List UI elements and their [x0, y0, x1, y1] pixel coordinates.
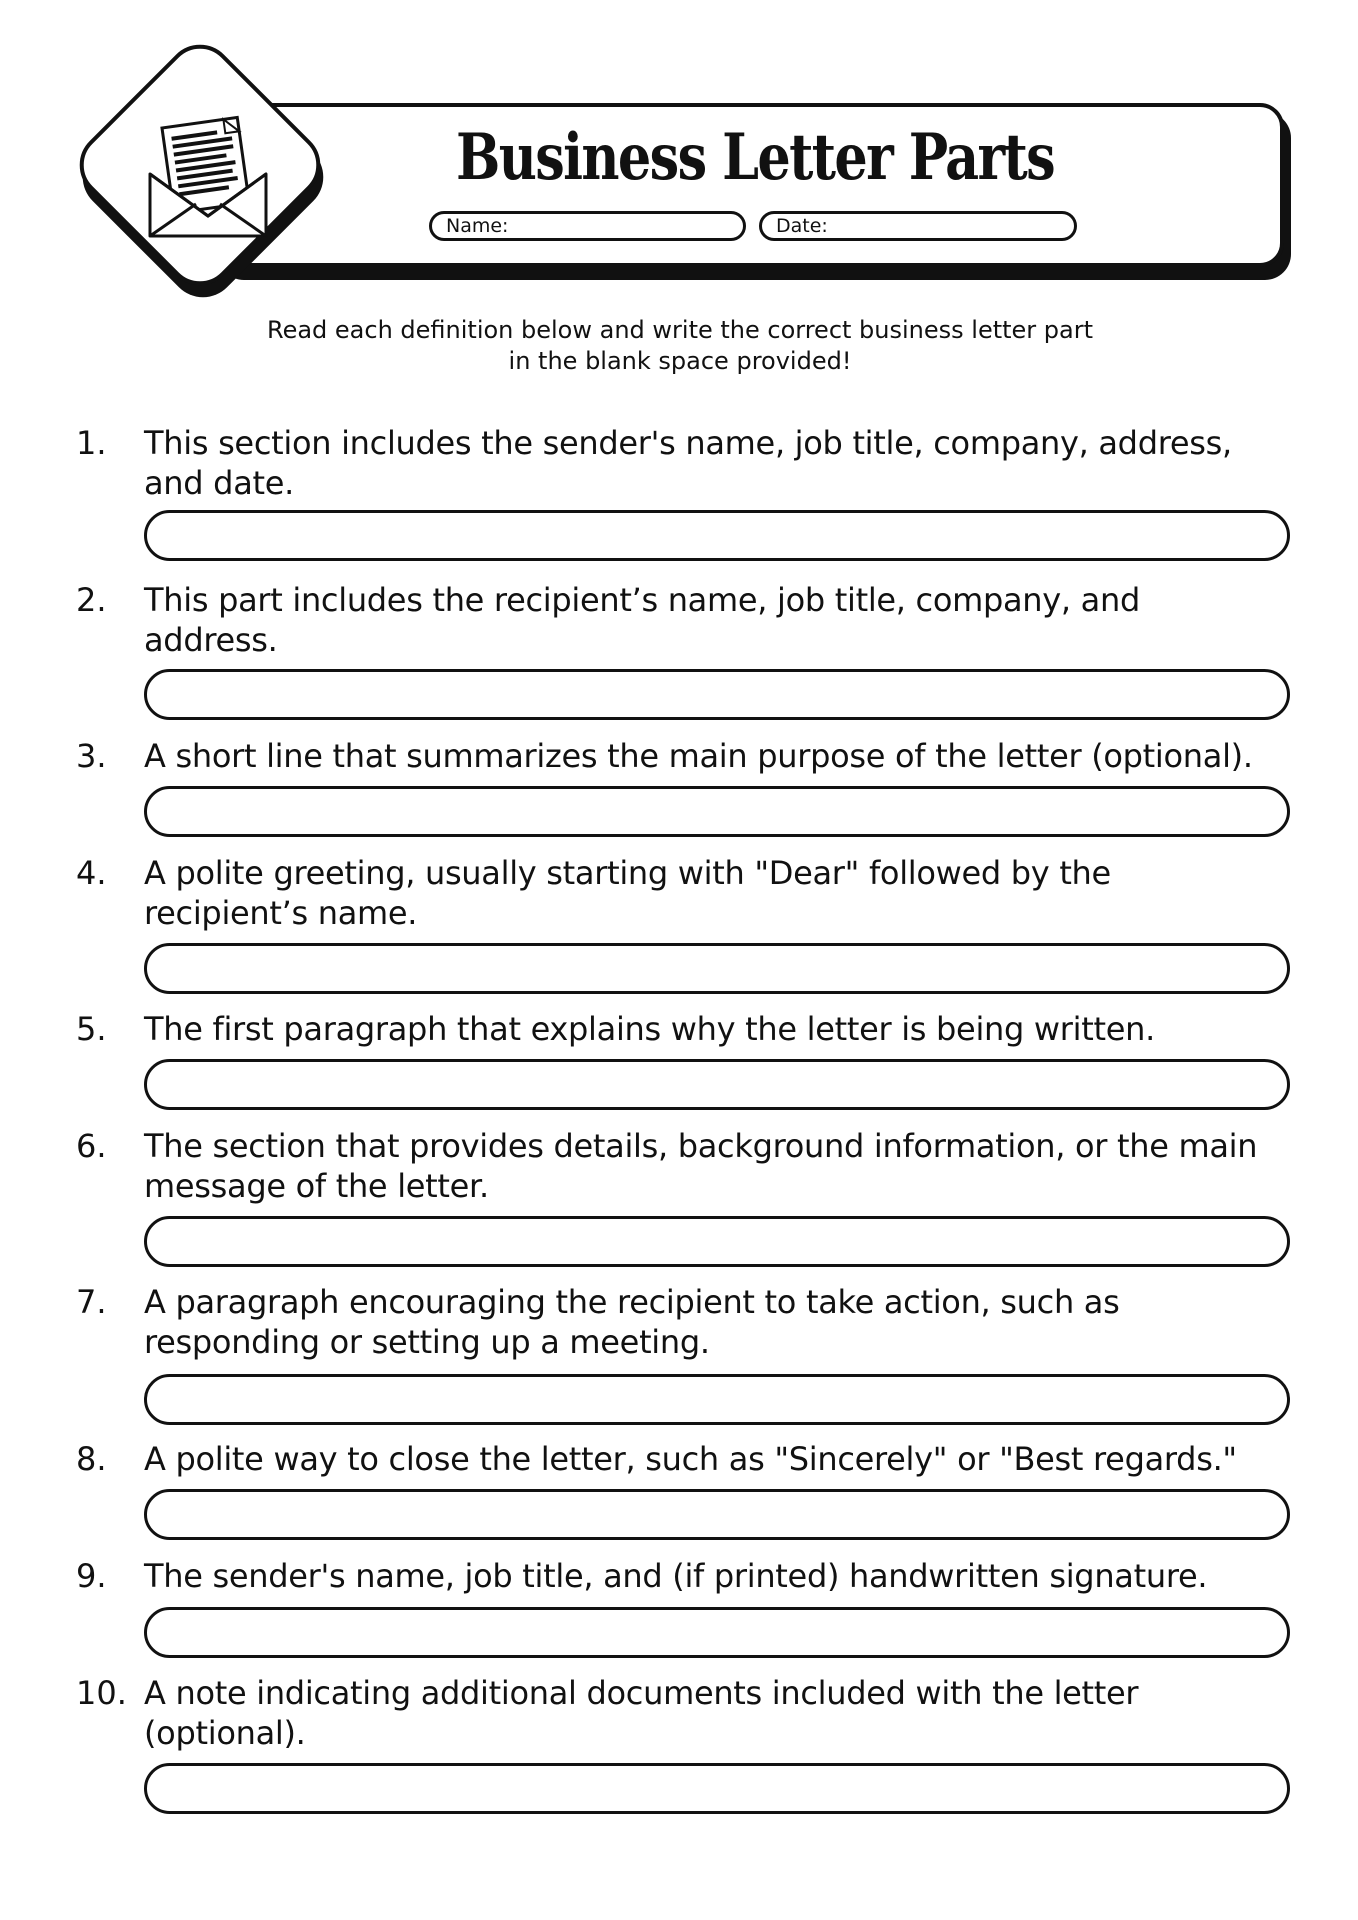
question-text-line-1: This part includes the recipient’s name, job title, company, and: [144, 581, 1140, 619]
question-number: 3.: [76, 737, 107, 775]
question-text: [144, 423, 1294, 503]
question-text: [144, 1556, 1294, 1596]
question-number: 10.: [76, 1674, 127, 1712]
question-text-line-2: message of the letter.: [144, 1167, 489, 1205]
envelope-letter-icon: [138, 108, 278, 248]
question-number: 9.: [76, 1557, 107, 1595]
question-text-line-1: The first paragraph that explains why the letter is being written.: [144, 1010, 1155, 1048]
answer-field-5[interactable]: [144, 1059, 1290, 1110]
question-text-line-2: and date.: [144, 464, 295, 502]
answer-field-7[interactable]: [144, 1374, 1290, 1425]
question-number: 6.: [76, 1127, 107, 1165]
name-field[interactable]: [429, 211, 746, 241]
question-text: [144, 736, 1294, 776]
answer-field-3[interactable]: [144, 786, 1290, 837]
question-text: [144, 1673, 1294, 1753]
answer-field-4[interactable]: [144, 943, 1290, 994]
question-number: 4.: [76, 854, 107, 892]
question-text-line-2: recipient’s name.: [144, 894, 418, 932]
answer-field-10[interactable]: [144, 1763, 1290, 1814]
question-number: 7.: [76, 1283, 107, 1321]
question-text-line-1: A paragraph encouraging the recipient to take action, such as: [144, 1283, 1120, 1321]
question-text-line-1: A polite greeting, usually starting with "Dear" followed by the: [144, 854, 1111, 892]
question-text-line-1: A note indicating additional documents included with the letter: [144, 1674, 1139, 1712]
question-text-line-2: (optional).: [144, 1714, 306, 1752]
question-text: [144, 580, 1294, 660]
instructions: [200, 315, 1160, 377]
answer-field-2[interactable]: [144, 669, 1290, 720]
question-text-line-2: address.: [144, 621, 278, 659]
answer-field-6[interactable]: [144, 1216, 1290, 1267]
question-number: 1.: [76, 424, 107, 462]
instructions-line-2: in the blank space provided!: [508, 347, 852, 375]
question-text: [144, 1282, 1294, 1362]
question-text-line-1: The sender's name, job title, and (if printed) handwritten signature.: [144, 1557, 1208, 1595]
question-text: [144, 1126, 1294, 1206]
answer-field-1[interactable]: [144, 510, 1290, 561]
date-label: Date:: [776, 215, 828, 237]
answer-field-8[interactable]: [144, 1489, 1290, 1540]
question-text-line-1: A short line that summarizes the main purpose of the letter (optional).: [144, 737, 1253, 775]
question-text: [144, 1439, 1294, 1479]
answer-field-9[interactable]: [144, 1607, 1290, 1658]
question-number: 8.: [76, 1440, 107, 1478]
page-title: Business Letter Parts: [455, 120, 1055, 195]
question-text-line-2: responding or setting up a meeting.: [144, 1323, 710, 1361]
question-number: 2.: [76, 581, 107, 619]
question-text: [144, 1009, 1294, 1049]
question-text: [144, 853, 1294, 933]
question-number: 5.: [76, 1010, 107, 1048]
instructions-line-1: Read each definition below and write the correct business letter part: [266, 316, 1094, 344]
question-text-line-1: A polite way to close the letter, such as "Sincerely" or "Best regards.": [144, 1440, 1237, 1478]
question-text-line-1: This section includes the sender's name, job title, company, address,: [144, 424, 1232, 462]
name-label: Name:: [446, 215, 509, 237]
question-text-line-1: The section that provides details, background information, or the main: [144, 1127, 1258, 1165]
date-field[interactable]: [759, 211, 1077, 241]
